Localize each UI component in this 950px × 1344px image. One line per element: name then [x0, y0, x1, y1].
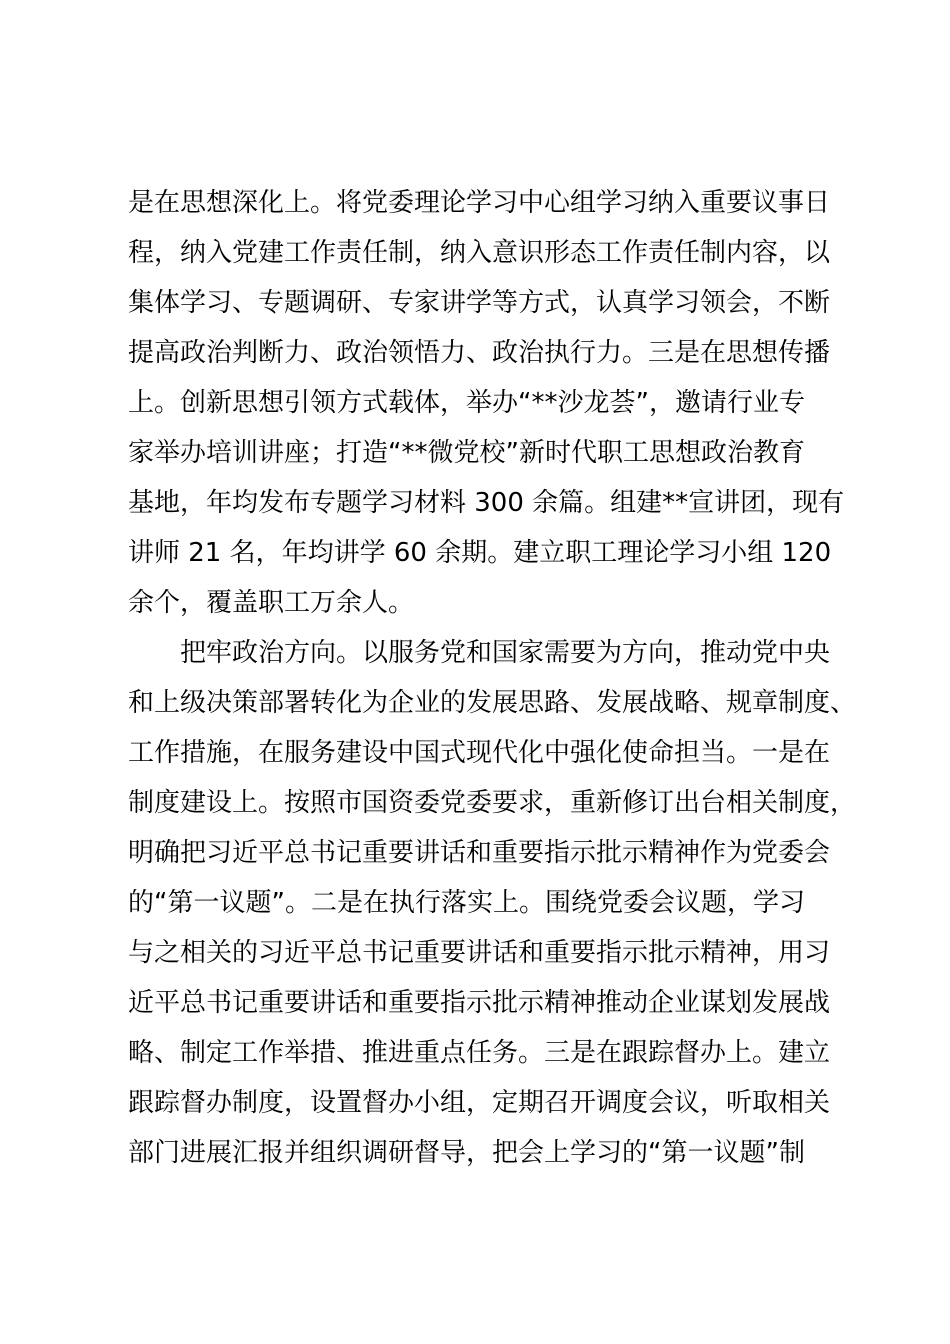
text-line: 讲师 21 名，年均讲学 60 余期。建立职工理论学习小组 120	[128, 538, 832, 568]
text-line: 跟踪督办制度，设置督办小组，定期召开调度会议，听取相关	[128, 1088, 831, 1118]
text-line: 上。创新思想引领方式载体，举办“**沙龙荟”，邀请行业专	[128, 388, 805, 418]
text-line: 与之相关的习近平总书记重要讲话和重要指示批示精神，用习	[128, 938, 831, 968]
text-line: 家举办培训讲座；打造“**微党校”新时代职工思想政治教育	[128, 438, 805, 468]
text-line: 工作措施，在服务建设中国式现代化中强化使命担当。一是在	[128, 738, 831, 768]
text-line: 基地，年均发布专题学习材料 300 余篇。组建**宣讲团，现有	[128, 488, 845, 518]
text-line: 程，纳入党建工作责任制，纳入意识形态工作责任制内容，以	[128, 238, 831, 268]
text-line: 部门进展汇报并组织调研督导，把会上学习的“第一议题”制	[128, 1138, 805, 1168]
text-line: 集体学习、专题调研、专家讲学等方式，认真学习领会，不断	[128, 288, 831, 318]
text-line: 把牢政治方向。以服务党和国家需要为方向，推动党中央	[128, 638, 831, 668]
text-line: 提高政治判断力、政治领悟力、政治执行力。三是在思想传播	[128, 338, 831, 368]
text-line: 制度建设上。按照市国资委党委要求，重新修订出台相关制度，	[128, 788, 857, 818]
text-line: 近平总书记重要讲话和重要指示批示精神推动企业谋划发展战	[128, 988, 831, 1018]
text-line: 余个，覆盖职工万余人。	[128, 588, 415, 618]
text-line: 略、制定工作举措、推进重点任务。三是在跟踪督办上。建立	[128, 1038, 831, 1068]
text-line: 和上级决策部署转化为企业的发展思路、发展战略、规章制度、	[128, 688, 857, 718]
text-line: 明确把习近平总书记重要讲话和重要指示批示精神作为党委会	[128, 838, 831, 868]
text-line: 的“第一议题”。二是在执行落实上。围绕党委会议题，学习	[128, 888, 805, 918]
text-line: 是在思想深化上。将党委理论学习中心组学习纳入重要议事日	[128, 188, 831, 218]
